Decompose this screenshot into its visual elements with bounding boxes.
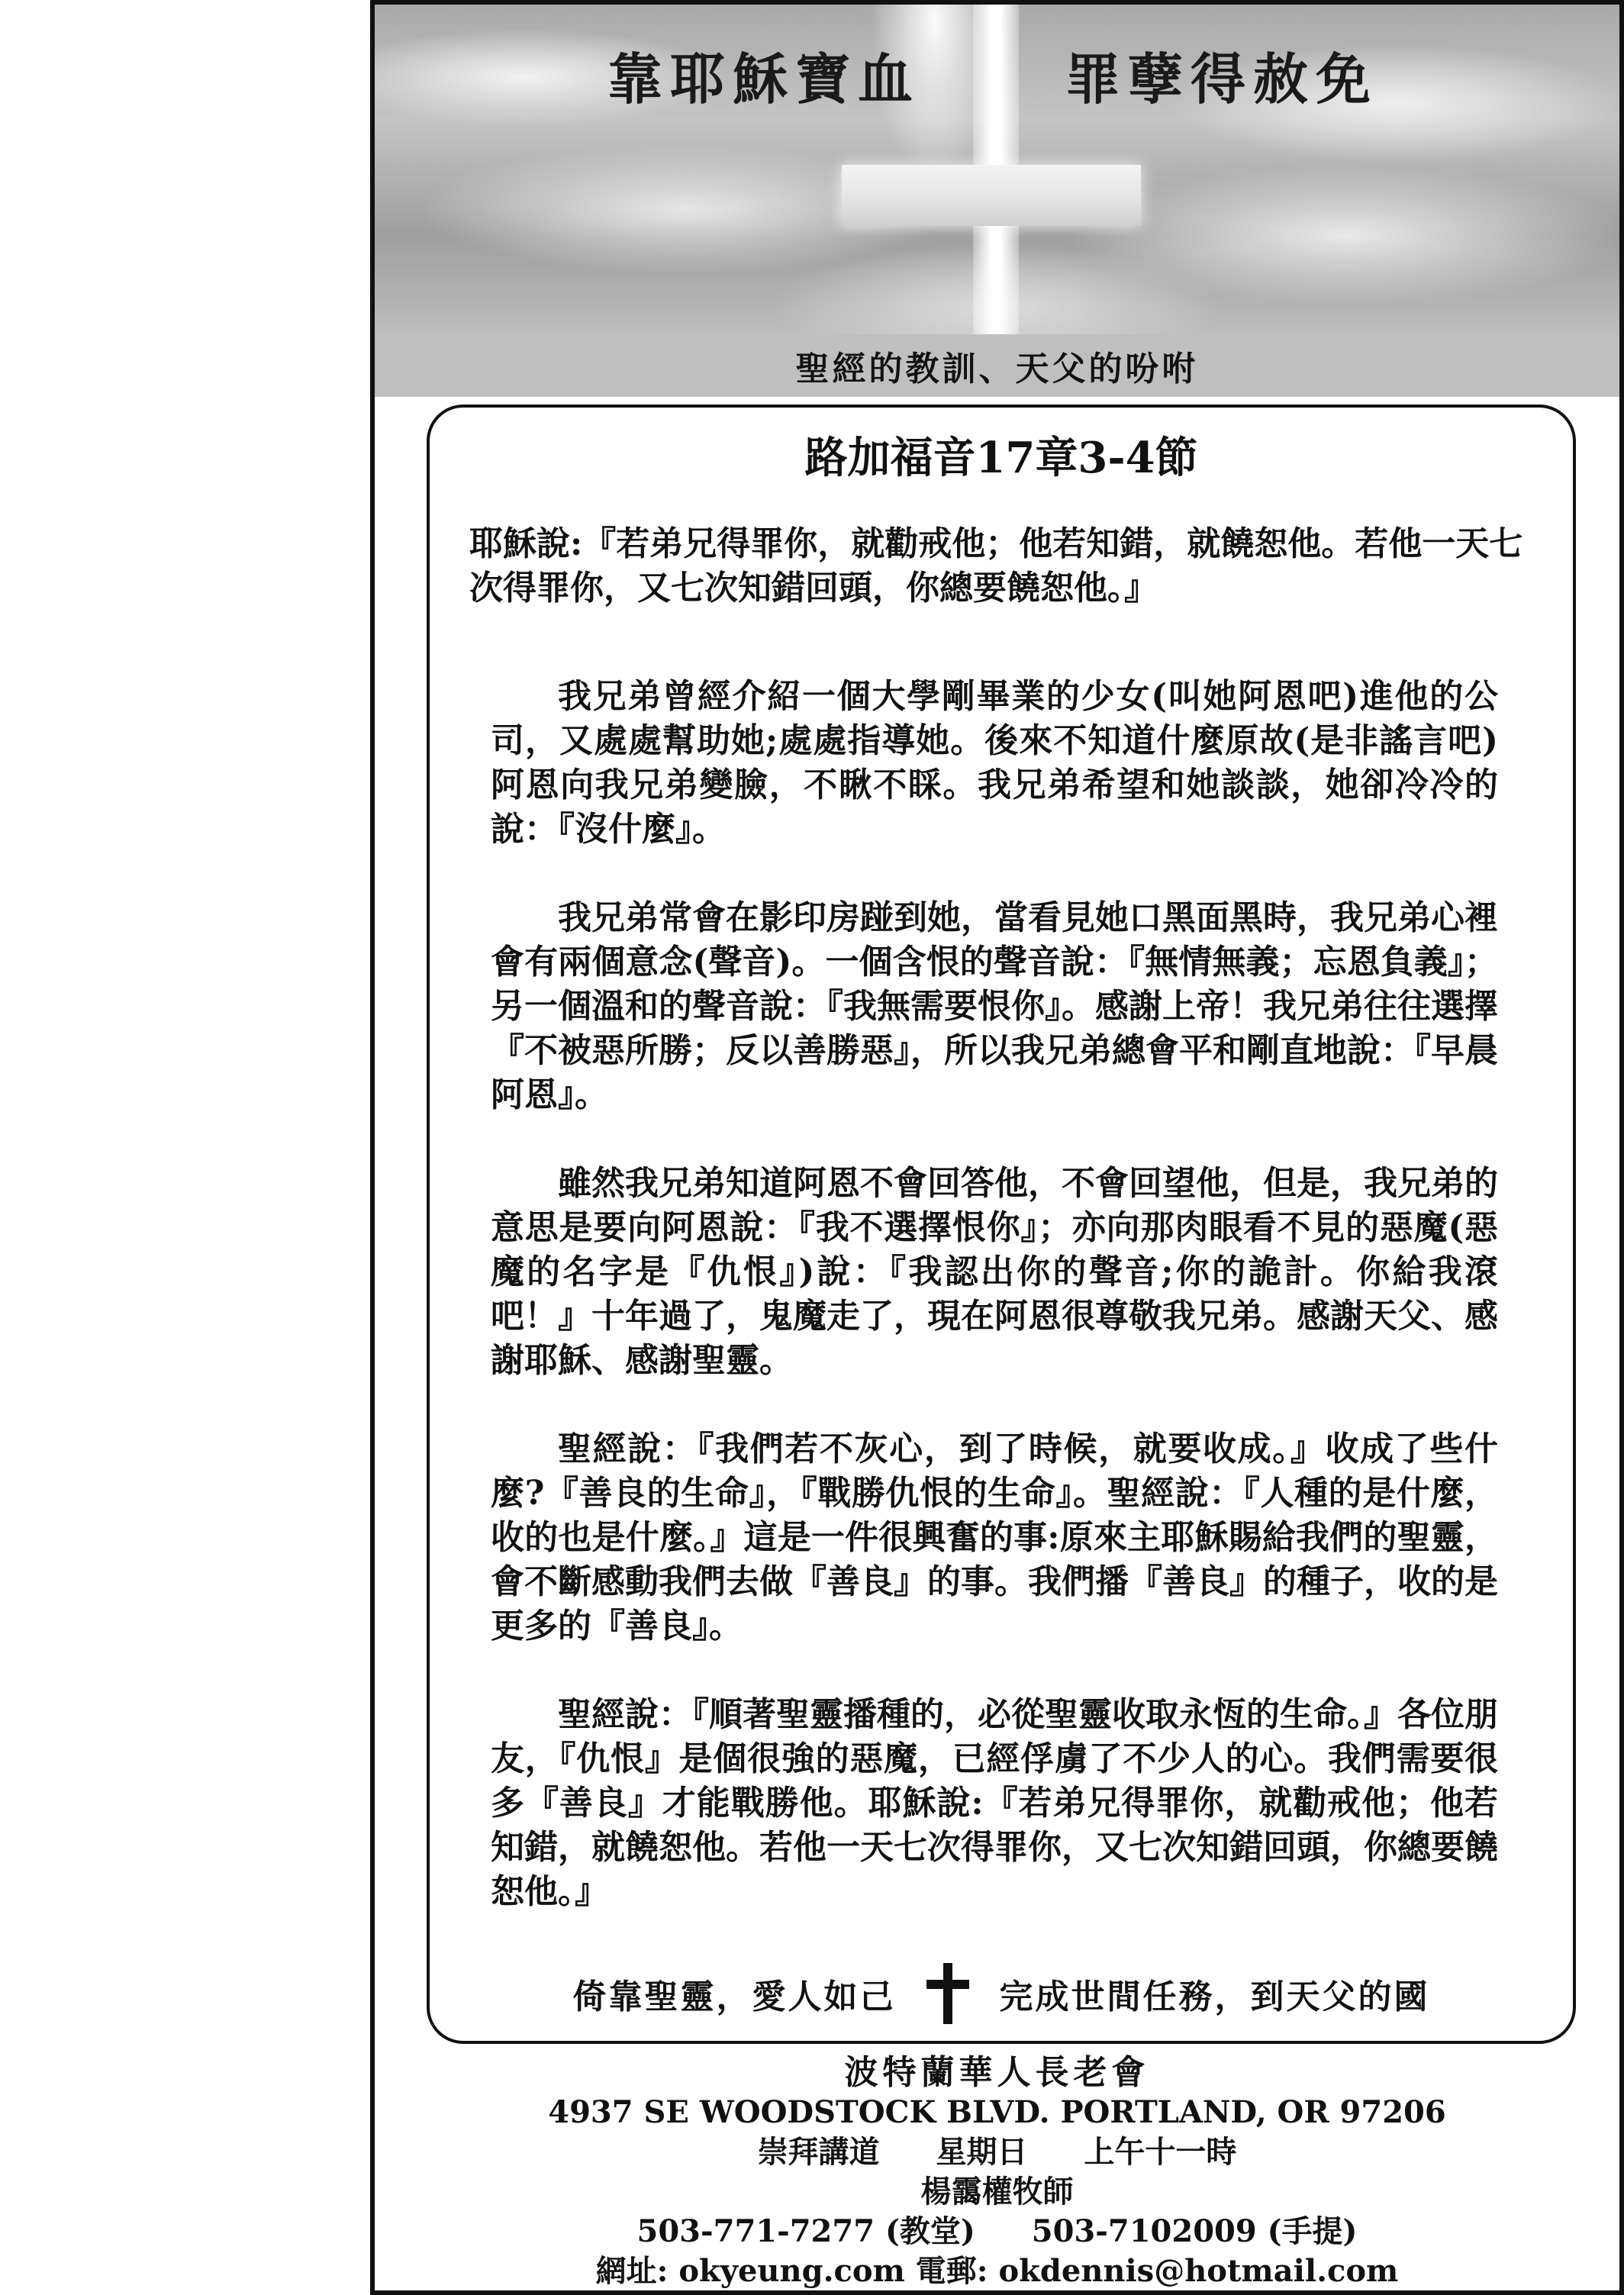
service-label: 崇拜講道 [757,2134,880,2170]
church-address: 4937 SE WOODSTOCK BLVD. PORTLAND, OR 97206 [548,2094,1446,2130]
sermon-box [427,405,1576,2044]
closing-motto [430,1963,1573,2024]
banner-title-left: 靠耶穌寶血 [607,47,921,111]
email-link[interactable]: okdennis@hotmail.com [998,2253,1399,2289]
scripture-verse: 耶穌說:『若弟兄得罪你，就勸戒他；他若知錯，就饒恕他。若他一天七次得罪你，又七次知錯回頭，你總要饒恕他。』 [469,524,1523,608]
phone-mobile: 503-7102009 (手提) [1031,2213,1358,2249]
website-label: 網址: [595,2253,669,2289]
service-info [375,2132,1619,2172]
email-label: 電郵: [915,2253,988,2289]
pastor-name: 楊靄權牧師 [920,2174,1074,2210]
subtitle-text: 聖經的教訓、天父的吩咐 [795,350,1199,388]
service-time: 上午十一時 [1084,2134,1237,2170]
church-name: 波特蘭華人長老會 [844,2053,1150,2092]
scripture-reference: 路加福音17章3-4節 [804,433,1198,483]
phone-church: 503-771-7277 (教堂) [636,2213,975,2249]
church-footer [375,2053,1619,2291]
bulletin-page [370,0,1624,2295]
sky-banner [375,5,1619,334]
service-day: 星期日 [936,2134,1028,2170]
website-link[interactable]: okyeung.com [678,2253,905,2289]
paragraph: 雖然我兄弟知道阿恩不會回答他，不會回望他，但是，我兄弟的意思是要向阿恩說：『我不選擇恨你』；亦向那肉眼看不見的惡魔(惡魔的名字是『仇恨』)說：『我認出你的聲音;你的詭計。你給我滾吧！』十年過了，鬼魔走了，現在阿恩很尊敬我兄弟。感謝天父、感謝耶穌、感謝聖靈。 [491,1164,1498,1380]
light-cross-beam [842,165,1141,226]
paragraph: 我兄弟曾經介紹一個大學剛畢業的少女(叫她阿恩吧)進他的公司，又處處幫助她;處處指導她。後來不知道什麼原故(是非謠言吧) 阿恩向我兄弟變臉，不瞅不睬。我兄弟希望和她談談，她卻冷冷的說：『沒什麼』。 [491,677,1498,849]
banner-title-right: 罪孽得赦免 [1065,47,1379,111]
contact-info [375,2251,1619,2291]
sermon-body [491,675,1498,1958]
bottom-border [375,2290,1619,2295]
paragraph: 我兄弟常會在影印房踫到她，當看見她口黑面黑時，我兄弟心裡會有兩個意念(聲音)。一個含恨的聲音說：『無情無義；忘恩負義』；另一個溫和的聲音說：『我無需要恨你』。感謝上帝！我兄弟往往選擇『不被惡所勝；反以善勝惡』，所以我兄弟總會平和剛直地說：『早晨阿恩』。 [491,898,1498,1114]
subtitle-bar [375,334,1619,397]
cross-icon [926,1963,969,2024]
closing-right: 完成世間任務，到天父的國 [999,1978,1430,2016]
paragraph: 聖經說：『順著聖靈播種的，必從聖靈收取永恆的生命。』各位朋友，『仇恨』是個很強的惡魔，已經俘虜了不少人的心。我們需要很多『善良』才能戰勝他。耶穌說:『若弟兄得罪你，就勸戒他；他若知錯，就饒恕他。若他一天七次得罪你，又七次知錯回頭，你總要饒恕他。』 [491,1695,1498,1911]
paragraph: 聖經說：『我們若不灰心，到了時候，就要收成。』收成了些什麼?『善良的生命』，『戰勝仇恨的生命』。聖經說：『人種的是什麼，收的也是什麼。』這是一件很興奮的事:原來主耶穌賜給我們的聖靈，會不斷感動我們去做『善良』的事。我們播『善良』的種子，收的是更多的『善良』。 [491,1430,1498,1646]
phone-info [375,2212,1619,2251]
closing-left: 倚靠聖靈，愛人如己 [572,1978,896,2016]
